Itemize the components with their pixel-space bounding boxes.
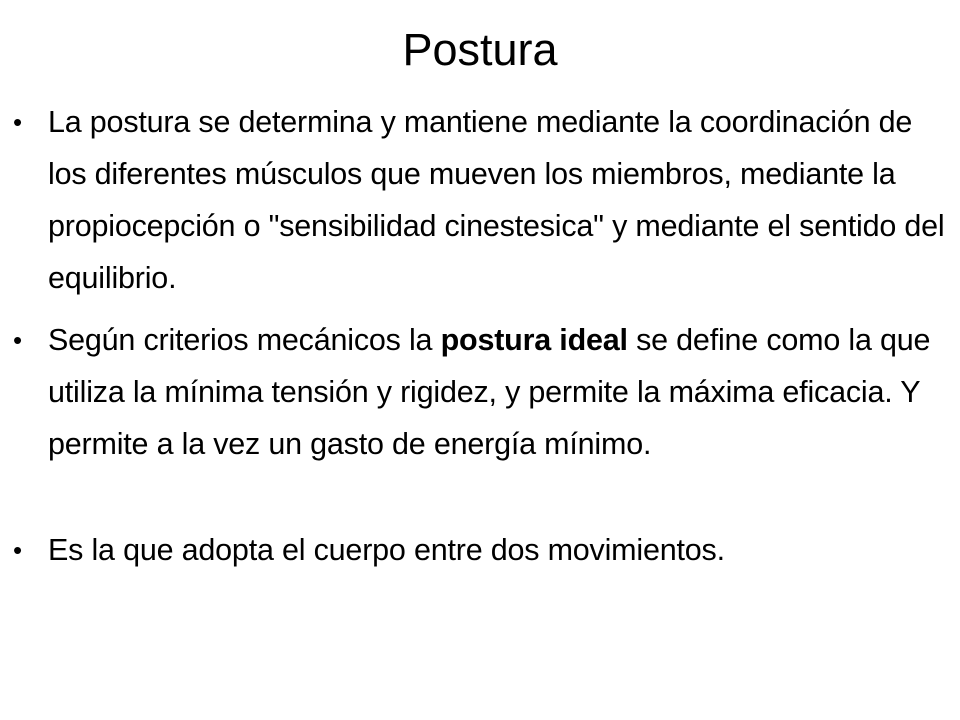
bullet-item (0, 524, 960, 576)
bullet-emphasis: postura ideal (440, 323, 628, 357)
bullet-text-after: se define como la que utiliza la mínima tensión y rigidez, y permite la máxima eficacia. Y permite a la vez un gasto de energía mínimo. (48, 323, 931, 461)
bullet-text-before: Según criterios mecánicos la (48, 323, 441, 357)
bullet-dot-icon: • (13, 535, 22, 565)
bullet-text: La postura se determina y mantiene mediante la coordinación de los diferentes músculos que mueven los miembros, mediante la propiocepción o "sensibilidad cinestesica" y mediante el sentido del equilibrio. (48, 105, 945, 295)
bullet-dot-icon: • (13, 107, 22, 137)
slide-title: Postura (402, 24, 558, 75)
bullet-dot-icon: • (13, 325, 22, 355)
bullet-text: Es la que adopta el cuerpo entre dos movimientos. (48, 533, 725, 567)
bullet-item (0, 96, 960, 304)
bullet-list (0, 96, 960, 576)
bullet-item (0, 314, 960, 470)
